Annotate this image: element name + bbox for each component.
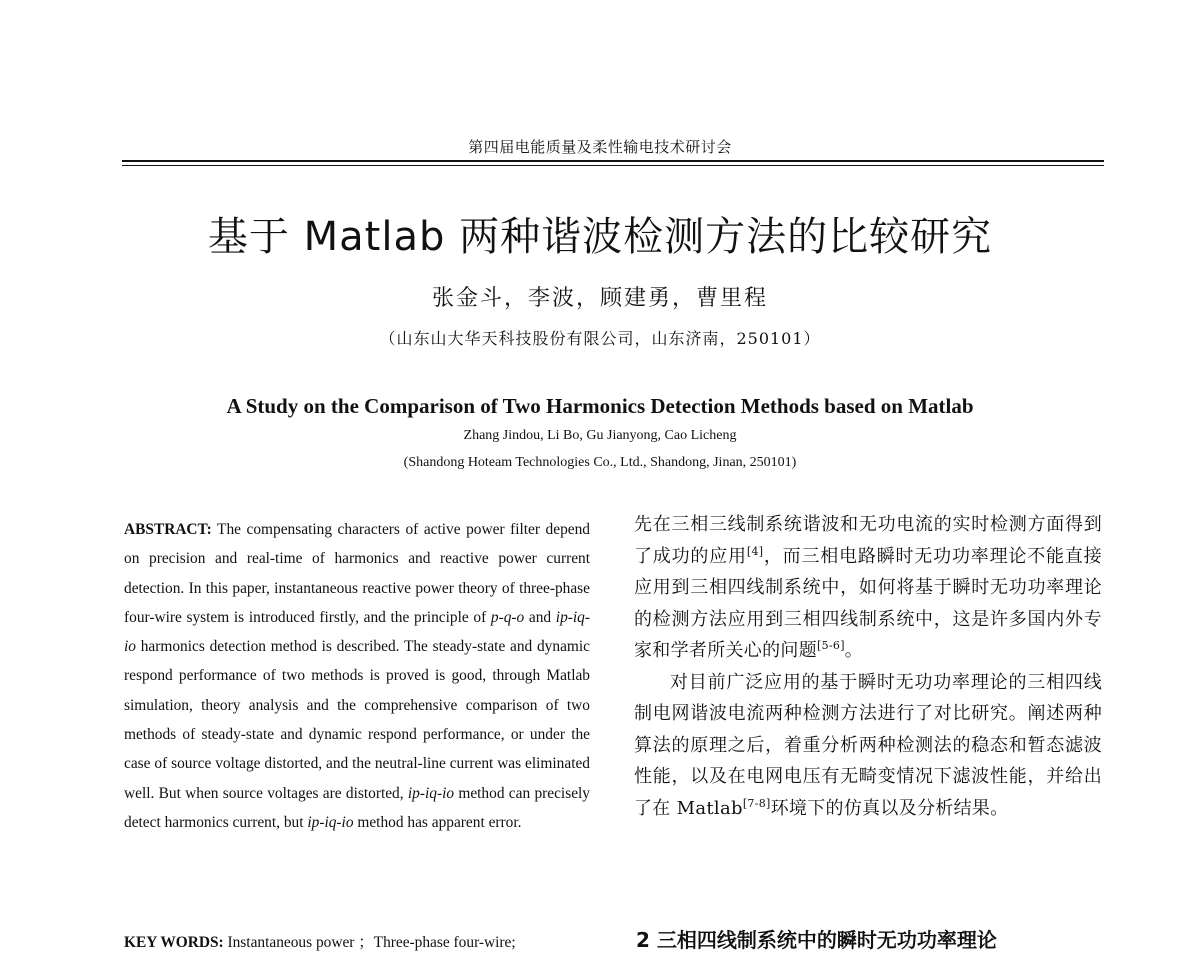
affiliation-english: (Shandong Hoteam Technologies Co., Ltd., Shandong, Jinan, 250101) [403, 455, 797, 470]
header-rule-thin [122, 165, 1104, 166]
section-heading: 2 三相四线制系统中的瞬时无功功率理论 [636, 928, 997, 952]
body-text: 环境下的仿真以及分析结果。 [770, 797, 1009, 819]
body-paragraph-2 [634, 667, 1102, 825]
abstract [124, 515, 590, 837]
keywords-label: KEY WORDS: [124, 934, 224, 951]
abstract-text-2: and [524, 608, 556, 626]
body-text: 对目前广泛应用的基于瞬时无功功率理论的三相四线制电网谐波电流两种检测方法进行了对比研究。阐述两种算法的原理之后，着重分析两种检测法的稳态和暂态滤波性能，以及在电网电压有无畸变情况下滤波性能，并给出了在 Matlab [634, 671, 1102, 819]
abstract-text-1: The compensating characters of active power filter depend on precision and real-time of harmonics and reactive power current detection. In this paper, instantaneous reactive power theory of three-phase four-wire system is introduced firstly, and the principle of [124, 521, 590, 626]
authors-english: Zhang Jindou, Li Bo, Gu Jianyong, Cao Licheng [463, 428, 737, 443]
citation: [7-8] [742, 796, 771, 810]
abstract-text-4: method can precisely detect harmonics current, but [124, 784, 590, 831]
method-ipiqio: ip-iq-io [124, 608, 590, 656]
body-paragraph-1 [634, 509, 1102, 667]
paper-title-english: A Study on the Comparison of Two Harmonics Detection Methods based on Matlab [226, 394, 974, 418]
paper-title-chinese: 基于 Matlab 两种谐波检测方法的比较研究 [207, 214, 993, 260]
body-text: 先在三相三线制系统谐波和无功电流的实时检测方面得到了成功的应用 [634, 514, 1102, 567]
body-column-right [634, 509, 1102, 824]
affiliation-chinese: （山东山大华天科技股份有限公司，山东济南，250101） [379, 329, 821, 348]
authors-chinese: 张金斗，李波，顾建勇，曹里程 [431, 286, 768, 311]
header-rule-thick [122, 160, 1104, 162]
method-ipiqio: ip-iq-io [407, 784, 455, 802]
method-pqo: p-q-o [490, 608, 525, 626]
keywords [124, 928, 590, 957]
abstract-text-5: method has apparent error. [353, 813, 522, 831]
citation: [5-6] [817, 639, 845, 652]
citation: [4] [746, 544, 764, 558]
body-text: 。 [844, 640, 864, 661]
abstract-label: ABSTRACT: [124, 521, 212, 538]
body-text: ，而三相电路瞬时无功功率理论不能直接应用到三相四线制系统中，如何将基于瞬时无功功率理论的检测方法应用到三相四线制系统中，这是许多国内外专家和学者所关心的问题 [634, 545, 1102, 661]
conference-header: 第四届电能质量及柔性输电技术研讨会 [468, 138, 732, 156]
method-ipiqio: ip-iq-io [307, 813, 354, 831]
keywords-text: Instantaneous power ；Three-phase four-wire; [223, 934, 516, 951]
abstract-text-3: harmonics detection method is described. The steady-state and dynamic respond performance of two methods is proved is good, through Matlab simulation, theory analysis and the comprehensive comparison of two methods of steady-state and dynamic respond performance, or under the case of source voltage distorted, and the neutral-line current was eliminated well. But when source voltages are distorted, [124, 638, 590, 802]
